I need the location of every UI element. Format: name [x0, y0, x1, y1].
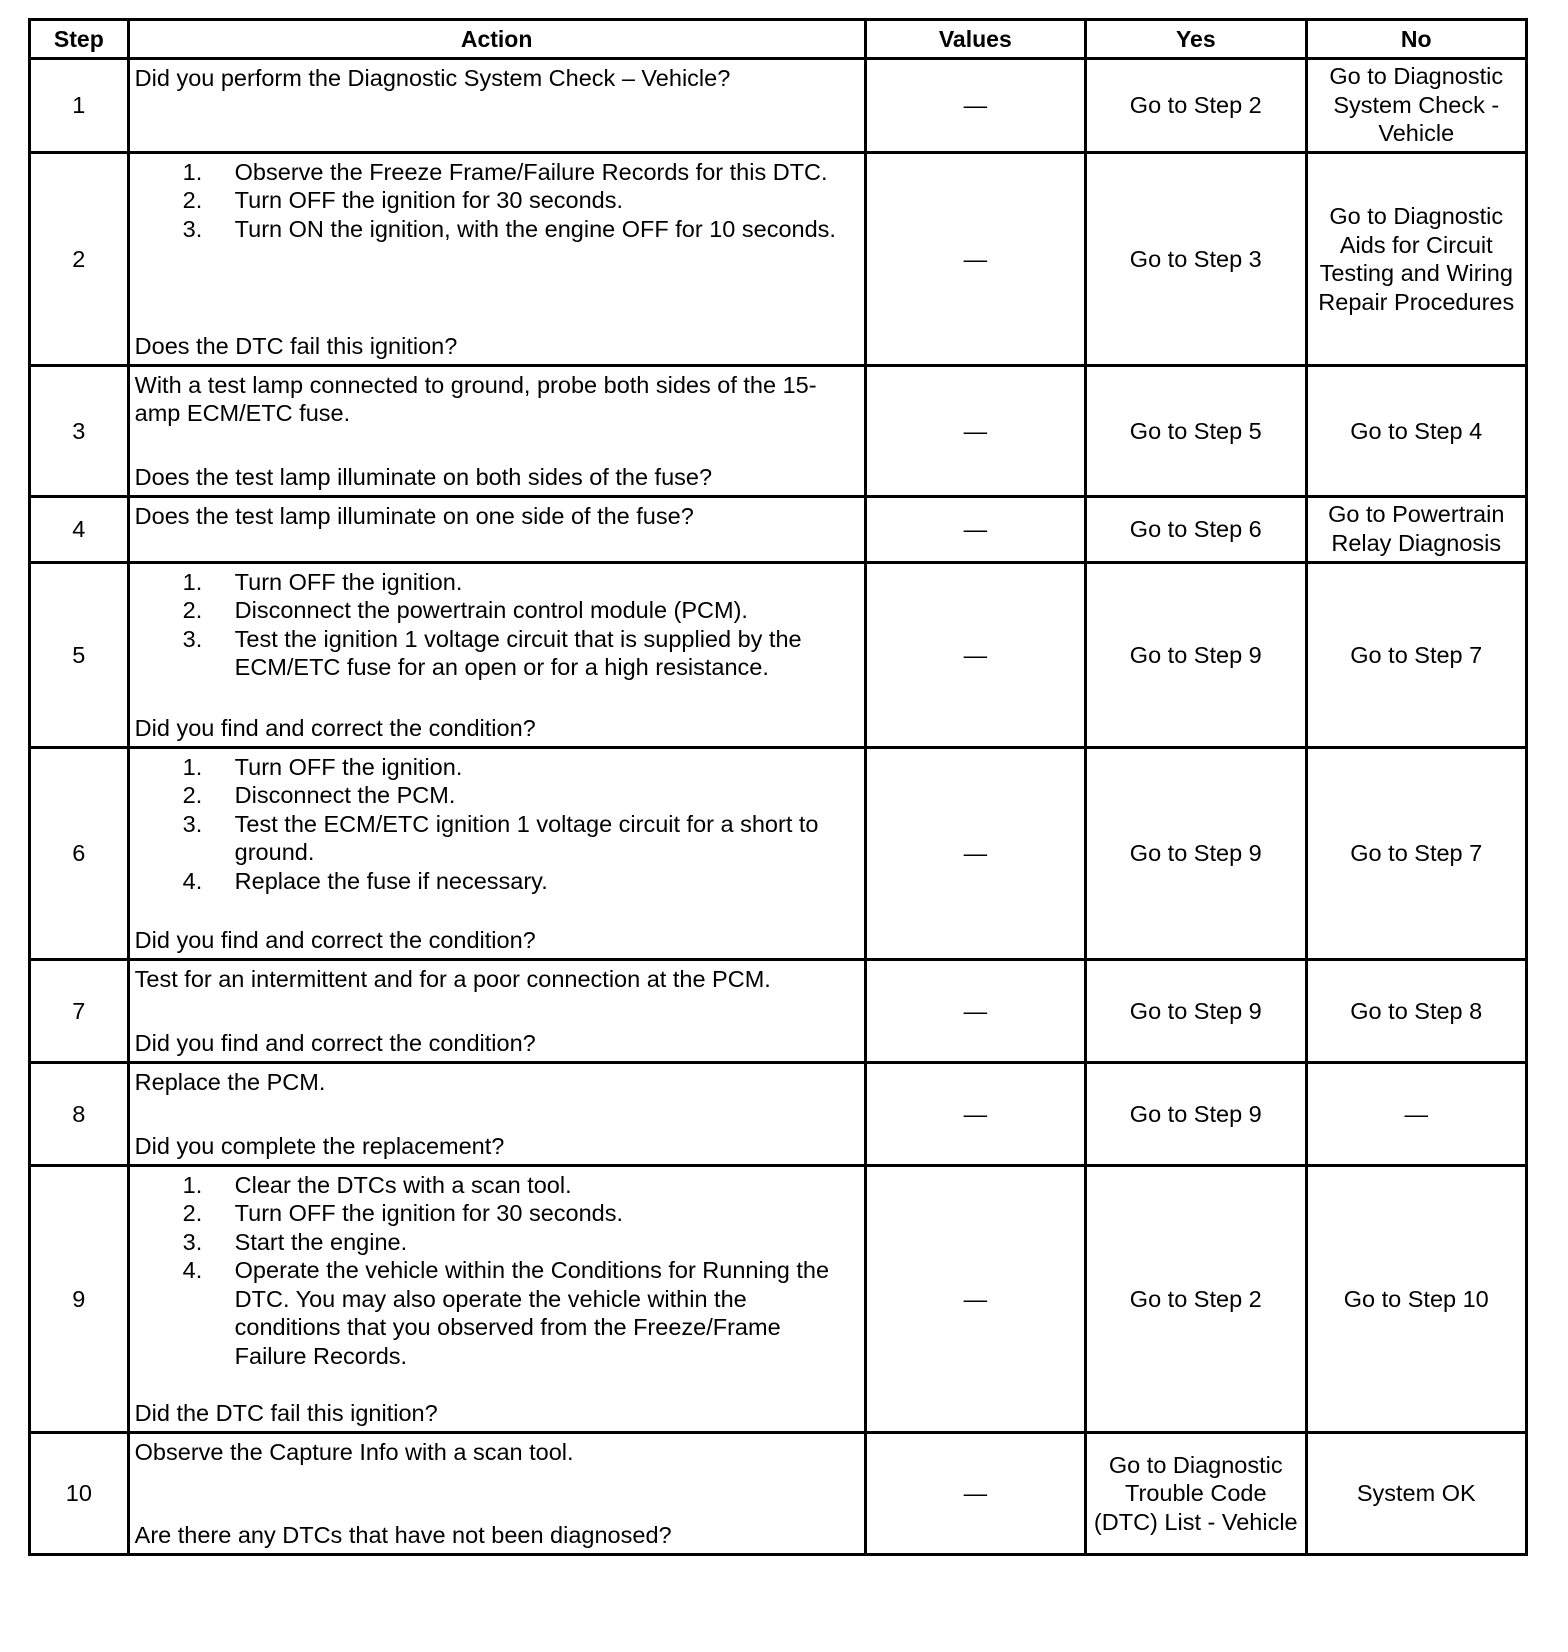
list-item-number: 3.	[182, 625, 203, 652]
values-cell: —	[865, 960, 1085, 1063]
list-item	[135, 867, 859, 896]
action-cell	[128, 1433, 865, 1555]
step-number: 8	[30, 1063, 129, 1166]
header-yes: Yes	[1086, 20, 1306, 59]
step-number: 3	[30, 366, 129, 497]
values-cell: —	[865, 59, 1085, 153]
no-cell: Go to Step 8	[1306, 960, 1526, 1063]
header-action: Action	[128, 20, 865, 59]
no-cell: Go to Step 10	[1306, 1166, 1526, 1433]
yes-cell: Go to Step 9	[1086, 960, 1306, 1063]
action-steps-list	[135, 1171, 859, 1371]
action-question: Does the test lamp illuminate on both sides of the fuse?	[134, 464, 713, 490]
list-item-number: 3.	[182, 810, 203, 837]
list-item	[135, 596, 859, 625]
yes-cell: Go to Diagnostic Trouble Code (DTC) List - Vehicle	[1086, 1433, 1306, 1555]
list-item-number: 4.	[182, 1257, 203, 1283]
action-cell	[128, 748, 865, 960]
action-steps-list	[135, 753, 859, 896]
list-item	[135, 810, 859, 867]
action-question: Did the DTC fail this ignition?	[134, 1400, 438, 1426]
action-text: Test for an intermittent and for a poor connection at the PCM.	[134, 965, 771, 992]
values-cell: —	[865, 1063, 1085, 1166]
header-step: Step	[30, 20, 129, 59]
list-item	[135, 781, 859, 810]
action-cell	[128, 1166, 865, 1433]
step-number: 9	[30, 1166, 129, 1433]
action-question: Did you find and correct the condition?	[134, 1030, 536, 1056]
no-cell: —	[1306, 1063, 1526, 1166]
list-item	[135, 1171, 859, 1200]
list-item	[135, 753, 859, 782]
no-cell: Go to Diagnostic System Check - Vehicle	[1306, 59, 1526, 153]
table-row	[30, 748, 1527, 960]
list-item	[135, 158, 859, 187]
action-question: Did you find and correct the condition?	[134, 927, 536, 953]
values-cell: —	[865, 748, 1085, 960]
step-number: 5	[30, 563, 129, 748]
list-item-text: Turn OFF the ignition for 30 seconds.	[234, 1200, 624, 1226]
table-row	[30, 497, 1527, 563]
step-number: 4	[30, 497, 129, 563]
list-item-text: Observe the Freeze Frame/Failure Records for this DTC.	[234, 158, 828, 185]
table-row	[30, 1063, 1527, 1166]
step-number: 10	[30, 1433, 129, 1555]
action-question: Did you complete the replacement?	[134, 1133, 505, 1159]
header-row	[30, 20, 1527, 59]
list-item-number: 2.	[182, 187, 203, 213]
action-cell	[128, 59, 865, 153]
action-question: Are there any DTCs that have not been diagnosed?	[134, 1522, 672, 1548]
action-cell	[128, 1063, 865, 1166]
action-cell	[128, 497, 865, 563]
list-item-number: 2.	[182, 1200, 203, 1226]
action-text: Observe the Capture Info with a scan tool.	[134, 1438, 574, 1465]
table-row	[30, 1433, 1527, 1555]
list-item-number: 1.	[182, 568, 203, 595]
action-text: Does the test lamp illuminate on one side of the fuse?	[134, 502, 694, 529]
values-cell: —	[865, 153, 1085, 366]
table-row	[30, 366, 1527, 497]
values-cell: —	[865, 1166, 1085, 1433]
list-item	[135, 215, 859, 244]
step-number: 1	[30, 59, 129, 153]
action-question: Does the DTC fail this ignition?	[134, 333, 458, 359]
action-cell	[128, 153, 865, 366]
yes-cell: Go to Step 5	[1086, 366, 1306, 497]
table-row	[30, 153, 1527, 366]
yes-cell: Go to Step 3	[1086, 153, 1306, 366]
yes-cell: Go to Step 2	[1086, 1166, 1306, 1433]
list-item	[135, 186, 859, 215]
list-item-text: Clear the DTCs with a scan tool.	[234, 1171, 572, 1198]
action-text: Replace the PCM.	[134, 1068, 326, 1095]
list-item-text: Disconnect the PCM.	[234, 782, 456, 808]
no-cell: Go to Step 7	[1306, 748, 1526, 960]
list-item-number: 2.	[182, 597, 203, 623]
step-number: 7	[30, 960, 129, 1063]
action-question: Did you find and correct the condition?	[134, 715, 536, 741]
values-cell: —	[865, 563, 1085, 748]
table-row	[30, 59, 1527, 153]
no-cell: Go to Diagnostic Aids for Circuit Testing and Wiring Repair Procedures	[1306, 153, 1526, 366]
list-item-text: Turn OFF the ignition.	[234, 753, 463, 780]
diagnostic-table	[28, 18, 1528, 1556]
list-item-number: 1.	[182, 753, 203, 780]
action-cell	[128, 563, 865, 748]
action-steps-list	[135, 568, 859, 682]
values-cell: —	[865, 497, 1085, 563]
yes-cell: Go to Step 9	[1086, 1063, 1306, 1166]
list-item	[135, 568, 859, 597]
list-item-number: 1.	[182, 1171, 203, 1198]
values-cell: —	[865, 366, 1085, 497]
no-cell: Go to Step 7	[1306, 563, 1526, 748]
values-cell: —	[865, 1433, 1085, 1555]
list-item-text: Test the ECM/ETC ignition 1 voltage circuit for a short to ground.	[234, 810, 819, 865]
action-text: Did you perform the Diagnostic System Check – Vehicle?	[134, 64, 731, 91]
yes-cell: Go to Step 6	[1086, 497, 1306, 563]
no-cell: System OK	[1306, 1433, 1526, 1555]
list-item-number: 2.	[182, 782, 203, 808]
action-steps-list	[135, 158, 859, 244]
list-item	[135, 625, 859, 682]
table-row	[30, 1166, 1527, 1433]
step-number: 6	[30, 748, 129, 960]
list-item	[135, 1199, 859, 1228]
list-item-text: Turn OFF the ignition.	[234, 568, 463, 595]
list-item-number: 3.	[182, 1228, 203, 1255]
no-cell: Go to Step 4	[1306, 366, 1526, 497]
yes-cell: Go to Step 2	[1086, 59, 1306, 153]
step-number: 2	[30, 153, 129, 366]
table-row	[30, 960, 1527, 1063]
action-cell	[128, 960, 865, 1063]
list-item-number: 3.	[182, 215, 203, 242]
action-cell	[128, 366, 865, 497]
list-item	[135, 1228, 859, 1257]
yes-cell: Go to Step 9	[1086, 748, 1306, 960]
list-item-number: 4.	[182, 867, 203, 894]
list-item	[135, 1256, 859, 1370]
list-item-text: Operate the vehicle within the Conditions for Running the DTC. You may also operate the vehicle within the conditions that you observed from the Freeze/Frame Failure Records.	[234, 1257, 830, 1369]
list-item-number: 1.	[182, 158, 203, 185]
yes-cell: Go to Step 9	[1086, 563, 1306, 748]
header-no: No	[1306, 20, 1526, 59]
list-item-text: Start the engine.	[234, 1228, 408, 1255]
list-item-text: Test the ignition 1 voltage circuit that is supplied by the ECM/ETC fuse for an open or for a high resistance.	[234, 625, 802, 680]
table-row	[30, 563, 1527, 748]
list-item-text: Disconnect the powertrain control module (PCM).	[234, 597, 748, 623]
no-cell: Go to Powertrain Relay Diagnosis	[1306, 497, 1526, 563]
list-item-text: Replace the fuse if necessary.	[234, 867, 548, 894]
action-text: With a test lamp connected to ground, probe both sides of the 15-amp ECM/ETC fuse.	[134, 371, 817, 426]
list-item-text: Turn OFF the ignition for 30 seconds.	[234, 187, 624, 213]
header-values: Values	[865, 20, 1085, 59]
list-item-text: Turn ON the ignition, with the engine OFF for 10 seconds.	[234, 215, 836, 242]
